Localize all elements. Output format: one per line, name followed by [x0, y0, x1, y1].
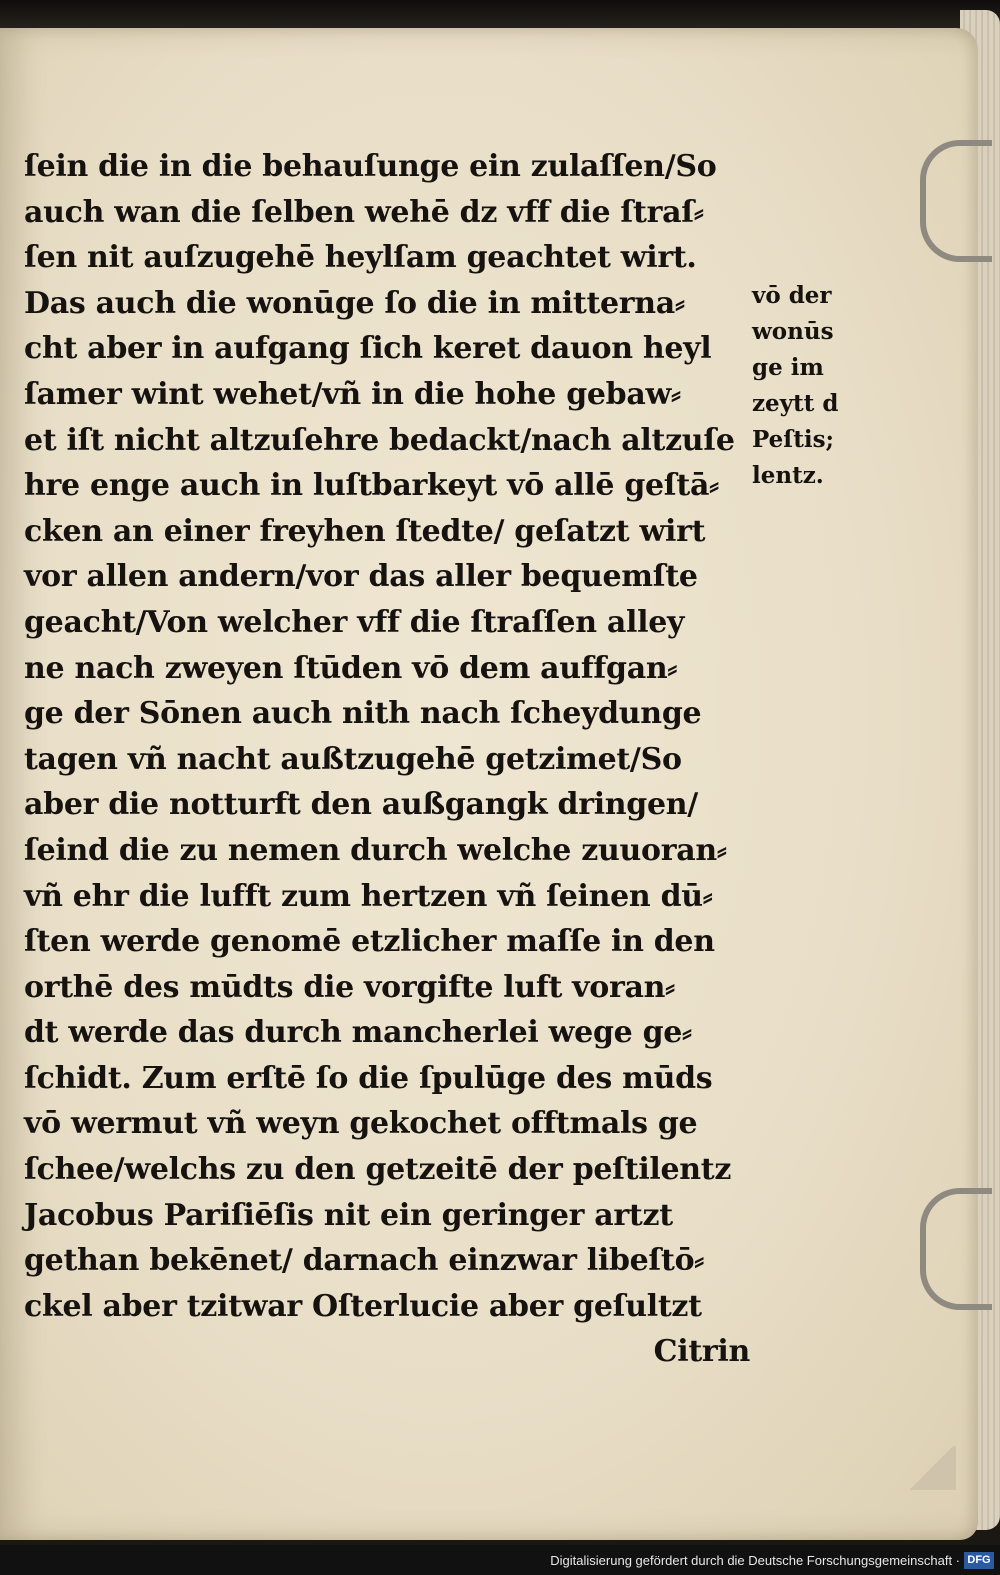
main-text-block: [24, 144, 764, 1375]
dfg-logo-badge: DFG: [964, 1552, 994, 1569]
text-line: ckel aber tzitwar Oſterlucie aber geſultzt: [24, 1288, 702, 1324]
text-line: hre enge auch in luſtbarkeyt vō allē geſtā⸗: [24, 468, 719, 504]
text-line: ſamer wint wehet/vñ in die hohe gebaw⸗: [24, 376, 681, 412]
text-line: ne nach zweyen ſtūden vō dem auffgan⸗: [24, 650, 678, 686]
metal-clasp-top: [920, 140, 992, 262]
text-line: ſten werde genomē etzlicher maſſe in den: [24, 924, 715, 960]
page-dog-ear: [906, 1446, 956, 1490]
text-line: cken an einer freyhen ſtedte/ geſatzt wirt: [24, 513, 706, 549]
text-line: Jacobus Pariſiēſis nit ein geringer artzt: [24, 1197, 673, 1233]
marginal-gloss: [752, 278, 870, 494]
text-line: vñ ehr die lufft zum hertzen vñ ſeinen dū⸗: [24, 878, 713, 914]
text-line: ſchee/welchs zu den getzeitē der peſtilentz: [24, 1152, 732, 1188]
gloss-line: ge im: [752, 354, 824, 381]
text-line: aber die notturft den außgangk dringen/: [24, 787, 698, 823]
text-line: auch wan die ſelben wehē dz vff die ſtraſ⸗: [24, 194, 704, 230]
book-page: [0, 28, 978, 1540]
catchword: Citrin: [653, 1334, 750, 1370]
text-line: vō wermut vñ weyn gekochet offtmals ge: [24, 1106, 698, 1142]
text-line: tagen vñ nacht außtzugehē getzimet/So: [24, 741, 682, 777]
gloss-line: wonūs: [752, 318, 834, 345]
gloss-line: vō der: [752, 282, 832, 309]
gloss-line: lentz.: [752, 462, 824, 489]
text-line: dt werde das durch mancherlei wege ge⸗: [24, 1015, 692, 1051]
text-line: geacht/Von welcher vff die ſtraſſen alley: [24, 604, 685, 640]
text-line: vor allen andern/vor das aller bequemſte: [24, 559, 698, 595]
text-line: cht aber in aufgang ſich keret dauon heyl: [24, 331, 712, 367]
text-line: orthē des mūdts die vorgifte luft voran⸗: [24, 969, 675, 1005]
text-line: et iſt nicht altzuſehre bedackt/nach altzuſe: [24, 422, 735, 458]
gloss-line: zeytt d: [752, 390, 839, 417]
text-line: ſeind die zu nemen durch welche zuuoran⸗: [24, 832, 727, 868]
metal-clasp-bottom: [920, 1188, 992, 1310]
text-line: Das auch die wonūge ſo die in mitterna⸗: [24, 285, 685, 321]
text-line: gethan bekēnet/ darnach einzwar libeſtō⸗: [24, 1243, 704, 1279]
digitization-footer: [0, 1545, 1000, 1575]
text-line: ſein die in die behauſunge ein zulaſſen/So: [24, 149, 717, 184]
funding-notice: Digitalisierung gefördert durch die Deutsche Forschungsgemeinschaft ·: [550, 1553, 960, 1568]
text-line: ſchidt. Zum erſtē ſo die ſpulūge des mūds: [24, 1060, 713, 1096]
gloss-line: Peſtis;: [752, 426, 835, 453]
text-line: ſen nit auſzugehē heylſam geachtet wirt.: [24, 240, 697, 276]
text-line: ge der Sōnen auch nith nach ſcheydunge: [24, 696, 702, 732]
